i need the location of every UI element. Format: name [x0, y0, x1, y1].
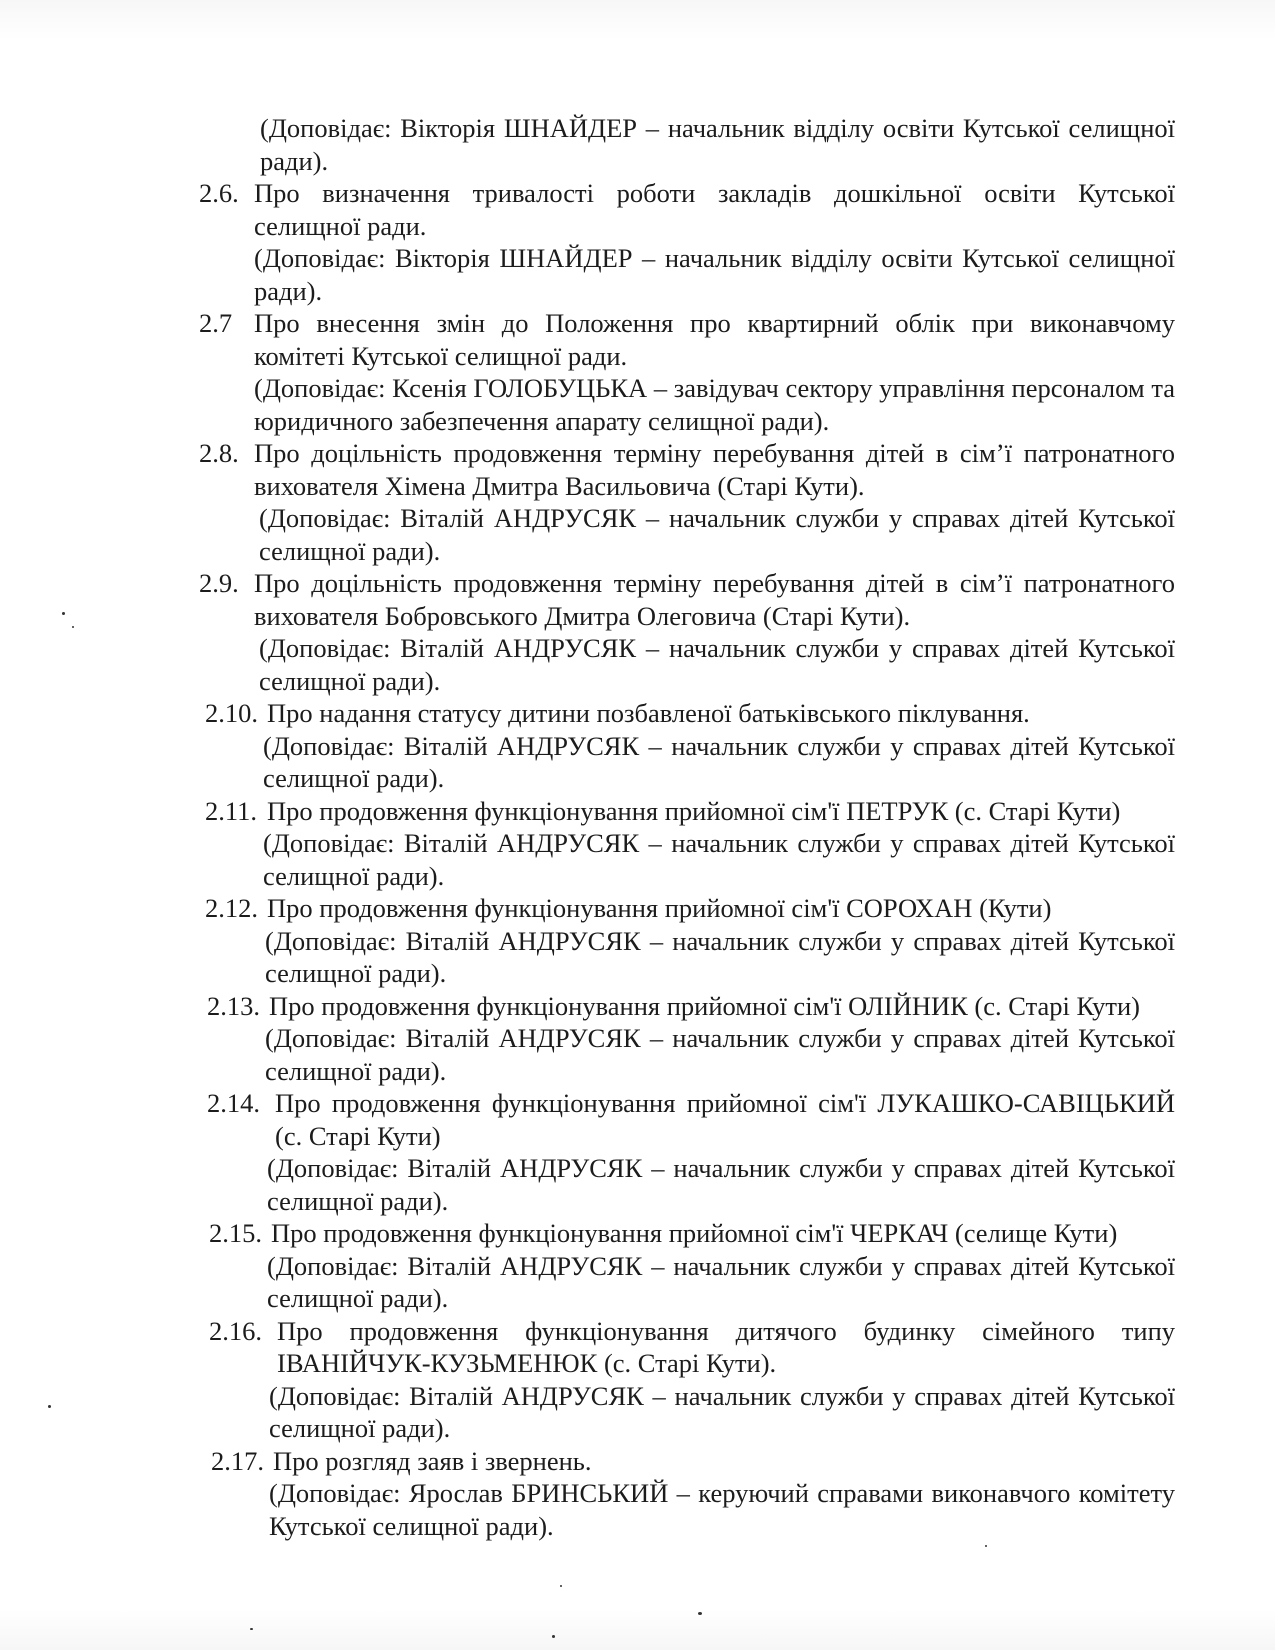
scan-speck	[560, 1585, 562, 1587]
agenda-item	[205, 697, 1175, 795]
item-number: 2.14.	[207, 1088, 260, 1118]
item-number: 2.11.	[205, 795, 258, 826]
item-number: 2.9.	[199, 568, 239, 598]
item-title: Про продовження функціонування прийомної сім'ї ЧЕРКАЧ (селище Кути)	[271, 1218, 1118, 1248]
agenda-item	[207, 1087, 1175, 1217]
item-report: (Доповідає: Ярослав БРИНСЬКИЙ – керуючий справами виконавчого комітету Кутської селищної ради).	[269, 1478, 1175, 1541]
scan-speck	[698, 1612, 702, 1615]
item-report: (Доповідає: Віталій АНДРУСЯК – начальник служби у справах дітей Кутської селищної ради).	[259, 633, 1175, 696]
item-title: Про продовження функціонування прийомної сім'ї ПЕТРУК (с. Старі Кути)	[267, 795, 1121, 826]
item-number: 2.16.	[209, 1315, 262, 1346]
agenda-item	[199, 567, 1175, 697]
item-number: 2.6.	[199, 178, 239, 208]
item-number: 2.10.	[205, 698, 258, 728]
item-report: (Доповідає: Вікторія ШНАЙДЕР – начальник відділу освіти Кутської селищної ради).	[254, 243, 1175, 306]
scan-speck	[985, 1545, 987, 1547]
item-report: (Доповідає: Віталій АНДРУСЯК – начальник служби у справах дітей Кутської селищної ради).	[263, 730, 1175, 793]
agenda-list	[199, 112, 1175, 1542]
item-title: Про продовження функціонування прийомної сім'ї ЛУКАШКО-САВІЦЬКИЙ (с. Старі Кути)	[275, 1088, 1175, 1151]
item-report: (Доповідає: Віталій АНДРУСЯК – начальник служби у справах дітей Кутської селищної ради).	[269, 1380, 1175, 1443]
item-report: (Доповідає: Віталій АНДРУСЯК – начальник служби у справах дітей Кутської селищної ради).	[265, 1023, 1175, 1086]
agenda-item	[199, 177, 1175, 307]
agenda-item	[207, 990, 1175, 1088]
item-title: Про продовження функціонування дитячого будинку сімейного типу ІВАНІЙЧУК-КУЗЬМЕНЮК (с. Старі Кути).	[277, 1315, 1175, 1378]
item-number: 2.7	[199, 308, 233, 338]
agenda-item	[199, 307, 1175, 437]
agenda-item	[209, 1315, 1175, 1445]
item-report: (Доповідає: Віталій АНДРУСЯК – начальник служби у справах дітей Кутської селищної ради).	[267, 1153, 1175, 1216]
item-report: (Доповідає: Віталій АНДРУСЯК – начальник служби у справах дітей Кутської селищної ради).	[263, 828, 1175, 891]
agenda-item	[205, 892, 1175, 990]
intro-report: (Доповідає: Вікторія ШНАЙДЕР – начальник відділу освіти Кутської селищної ради).	[260, 113, 1175, 176]
item-title: Про доцільність продовження терміну перебування дітей в сім’ї патронатного вихователя Хімена Дмитра Васильовича (Старі Кути).	[254, 438, 1175, 501]
scan-speck	[62, 612, 65, 615]
scan-speck	[250, 1628, 253, 1630]
scan-speck	[552, 1635, 555, 1638]
item-report: (Доповідає: Віталій АНДРУСЯК – начальник служби у справах дітей Кутської селищної ради).	[265, 925, 1175, 988]
item-number: 2.12.	[205, 893, 258, 923]
agenda-item	[209, 1217, 1175, 1315]
item-title: Про продовження функціонування прийомної сім'ї ОЛІЙНИК (с. Старі Кути)	[269, 990, 1141, 1021]
item-report: (Доповідає: Віталій АНДРУСЯК – начальник служби у справах дітей Кутської селищної ради).	[267, 1250, 1175, 1313]
item-number: 2.17.	[211, 1445, 264, 1476]
item-title: Про надання статусу дитини позбавленої батьківського піклування.	[267, 698, 1030, 728]
item-title: Про визначення тривалості роботи закладів дошкільної освіти Кутської селищної ради.	[254, 178, 1175, 241]
item-title: Про розгляд заяв і звернень.	[273, 1445, 592, 1476]
scan-speck	[72, 626, 74, 628]
item-title: Про доцільність продовження терміну перебування дітей в сім’ї патронатного вихователя Бобровського Дмитра Олеговича (Старі Кути).	[254, 568, 1175, 631]
agenda-item	[199, 437, 1175, 567]
item-title: Про внесення змін до Положення про квартирний облік при виконавчому комітеті Кутської селищної ради.	[254, 308, 1175, 371]
item-report: (Доповідає: Ксенія ГОЛОБУЦЬКА – завідувач сектору управління персоналом та юридичного забезпечення апарату селищної ради).	[254, 373, 1175, 436]
item-report: (Доповідає: Віталій АНДРУСЯК – начальник служби у справах дітей Кутської селищної ради).	[259, 503, 1175, 566]
item-number: 2.8.	[199, 438, 239, 468]
item-number: 2.15.	[209, 1218, 262, 1248]
item-title: Про продовження функціонування прийомної сім'ї СОРОХАН (Кути)	[267, 893, 1052, 923]
scan-speck	[48, 1405, 51, 1408]
item-number: 2.13.	[207, 990, 260, 1021]
agenda-item	[211, 1445, 1175, 1543]
agenda-item	[205, 795, 1175, 893]
